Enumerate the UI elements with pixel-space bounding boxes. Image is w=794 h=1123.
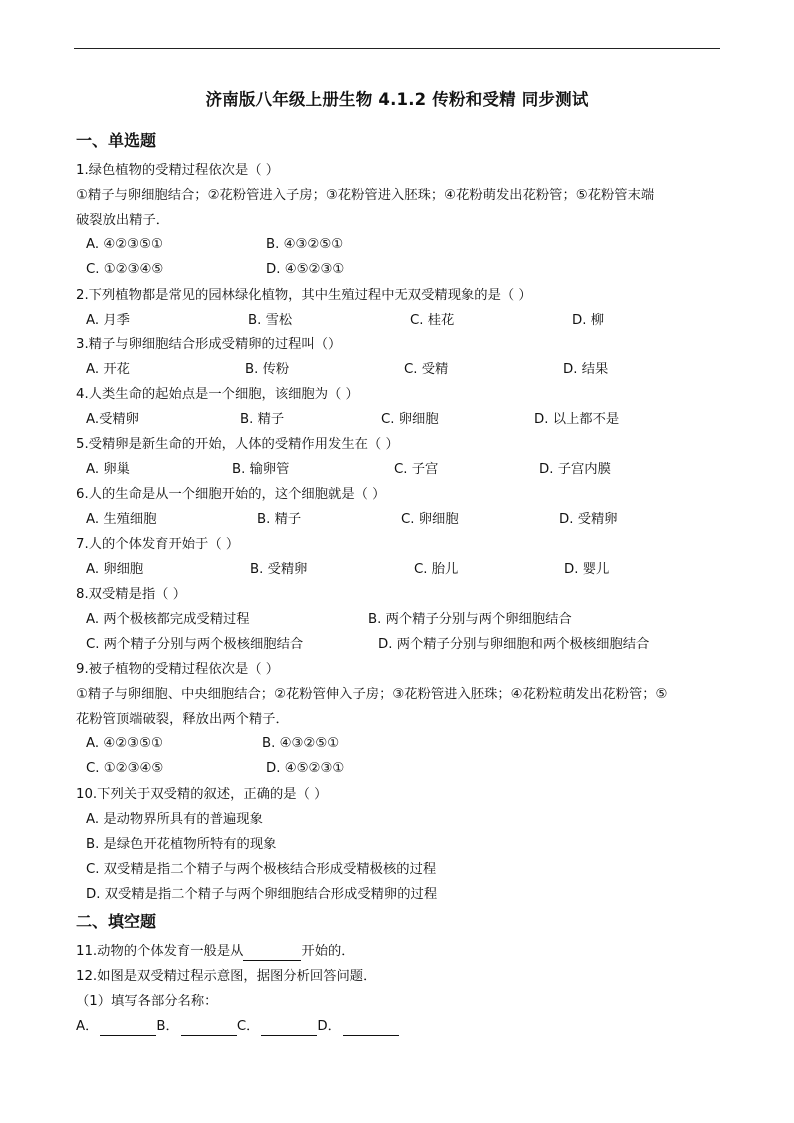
question-3-option-c[interactable]: C. 受精 bbox=[404, 362, 449, 377]
question-6-option-a[interactable]: A. 生殖细胞 bbox=[86, 512, 157, 527]
question-2-option-b[interactable]: B. 雪松 bbox=[248, 313, 293, 328]
question-5-stem: 5.受精卵是新生命的开始，人体的受精作用发生在（ ） bbox=[76, 437, 399, 452]
question-12-blank-a[interactable] bbox=[100, 1021, 156, 1036]
question-6-option-c[interactable]: C. 卵细胞 bbox=[401, 512, 459, 527]
question-12-label-d: D． bbox=[317, 1019, 341, 1034]
question-2-option-d[interactable]: D. 柳 bbox=[572, 313, 604, 328]
question-2-option-a[interactable]: A. 月季 bbox=[86, 313, 130, 328]
question-5-option-c[interactable]: C. 子宫 bbox=[394, 462, 439, 477]
question-2-option-c[interactable]: C. 桂花 bbox=[410, 313, 455, 328]
question-1-option-a[interactable]: A. ④②③⑤① bbox=[86, 237, 163, 252]
question-11-text-after: 开始的． bbox=[301, 944, 355, 959]
question-8-option-b[interactable]: B. 两个精子分别与两个卵细胞结合 bbox=[368, 612, 572, 627]
question-1-desc-line2: 破裂放出精子． bbox=[76, 213, 170, 228]
question-10-option-b[interactable]: B. 是绿色开花植物所特有的现象 bbox=[86, 837, 277, 852]
question-9-option-b[interactable]: B. ④③②⑤① bbox=[262, 736, 340, 751]
question-7-option-a[interactable]: A. 卵细胞 bbox=[86, 562, 144, 577]
question-12-label-a: A． bbox=[76, 1019, 99, 1034]
question-7-option-b[interactable]: B. 受精卵 bbox=[250, 562, 308, 577]
question-12-stem: 12.如图是双受精过程示意图，据图分析回答问题． bbox=[76, 969, 377, 984]
header-rule bbox=[74, 48, 720, 49]
question-3-option-d[interactable]: D. 结果 bbox=[563, 362, 609, 377]
question-4-option-d[interactable]: D. 以上都不是 bbox=[534, 412, 620, 427]
question-10-option-c[interactable]: C. 双受精是指二个精子与两个极核结合形成受精极核的过程 bbox=[86, 862, 437, 877]
section-heading-fill-blank: 二、填空题 bbox=[76, 912, 157, 931]
question-8-option-d[interactable]: D. 两个精子分别与卵细胞和两个极核细胞结合 bbox=[378, 637, 650, 652]
question-6-option-d[interactable]: D. 受精卵 bbox=[559, 512, 618, 527]
question-11-text-before: 11.动物的个体发育一般是从 bbox=[76, 944, 244, 959]
question-12-answer-line bbox=[76, 1018, 399, 1036]
question-9-option-d[interactable]: D. ④⑤②③① bbox=[266, 761, 345, 776]
question-4-stem: 4.人类生命的起始点是一个细胞，该细胞为（ ） bbox=[76, 387, 359, 402]
question-4-option-c[interactable]: C. 卵细胞 bbox=[381, 412, 439, 427]
question-1-option-b[interactable]: B. ④③②⑤① bbox=[266, 237, 344, 252]
question-11-blank[interactable] bbox=[243, 946, 301, 961]
section-heading-single-choice: 一、单选题 bbox=[76, 131, 157, 150]
question-9-option-c[interactable]: C. ①②③④⑤ bbox=[86, 761, 164, 776]
question-3-option-a[interactable]: A. 开花 bbox=[86, 362, 130, 377]
question-7-option-d[interactable]: D. 婴儿 bbox=[564, 562, 610, 577]
question-12-label-b: B． bbox=[156, 1019, 179, 1034]
question-9-desc-line2: 花粉管顶端破裂，释放出两个精子． bbox=[76, 712, 289, 727]
question-9-option-a[interactable]: A. ④②③⑤① bbox=[86, 736, 163, 751]
question-12-blank-d[interactable] bbox=[343, 1021, 399, 1036]
question-1-option-c[interactable]: C. ①②③④⑤ bbox=[86, 262, 164, 277]
question-11 bbox=[76, 943, 355, 961]
question-3-option-b[interactable]: B. 传粉 bbox=[245, 362, 290, 377]
question-5-option-b[interactable]: B. 输卵管 bbox=[232, 462, 290, 477]
question-8-option-a[interactable]: A. 两个极核都完成受精过程 bbox=[86, 612, 250, 627]
question-12-subquestion-1: （1）填写各部分名称： bbox=[76, 994, 218, 1009]
page-title: 济南版八年级上册生物 4.1.2 传粉和受精 同步测试 bbox=[205, 90, 589, 109]
question-9-stem: 9.被子植物的受精过程依次是（ ） bbox=[76, 662, 280, 677]
question-6-stem: 6.人的生命是从一个细胞开始的，这个细胞就是（ ） bbox=[76, 487, 386, 502]
question-4-option-a[interactable]: A.受精卵 bbox=[86, 412, 139, 427]
question-1-option-d[interactable]: D. ④⑤②③① bbox=[266, 262, 345, 277]
question-6-option-b[interactable]: B. 精子 bbox=[257, 512, 302, 527]
question-4-option-b[interactable]: B. 精子 bbox=[240, 412, 285, 427]
question-10-option-d[interactable]: D. 双受精是指二个精子与两个卵细胞结合形成受精卵的过程 bbox=[86, 887, 438, 902]
question-5-option-a[interactable]: A. 卵巢 bbox=[86, 462, 130, 477]
question-10-stem: 10.下列关于双受精的叙述，正确的是（ ） bbox=[76, 787, 328, 802]
question-9-desc-line1: ①精子与卵细胞、中央细胞结合；②花粉管伸入子房；③花粉管进入胚珠；④花粉粒萌发出花粉管；⑤ bbox=[76, 687, 668, 702]
question-1-desc-line1: ①精子与卵细胞结合；②花粉管进入子房；③花粉管进入胚珠；④花粉萌发出花粉管；⑤花粉管末端 bbox=[76, 188, 655, 203]
question-7-stem: 7.人的个体发育开始于（ ） bbox=[76, 537, 240, 552]
question-8-stem: 8.双受精是指（ ） bbox=[76, 587, 186, 602]
question-10-option-a[interactable]: A. 是动物界所具有的普遍现象 bbox=[86, 812, 263, 827]
question-12-label-c: C． bbox=[236, 1019, 260, 1034]
question-12-blank-c[interactable] bbox=[261, 1021, 317, 1036]
question-7-option-c[interactable]: C. 胎儿 bbox=[414, 562, 459, 577]
question-8-option-c[interactable]: C. 两个精子分别与两个极核细胞结合 bbox=[86, 637, 304, 652]
question-2-stem: 2.下列植物都是常见的园林绿化植物，其中生殖过程中无双受精现象的是（ ） bbox=[76, 288, 532, 303]
question-5-option-d[interactable]: D. 子宫内膜 bbox=[539, 462, 611, 477]
question-1-stem: 1.绿色植物的受精过程依次是（ ） bbox=[76, 163, 280, 178]
question-12-blank-b[interactable] bbox=[181, 1021, 237, 1036]
question-3-stem: 3.精子与卵细胞结合形成受精卵的过程叫（） bbox=[76, 337, 342, 352]
